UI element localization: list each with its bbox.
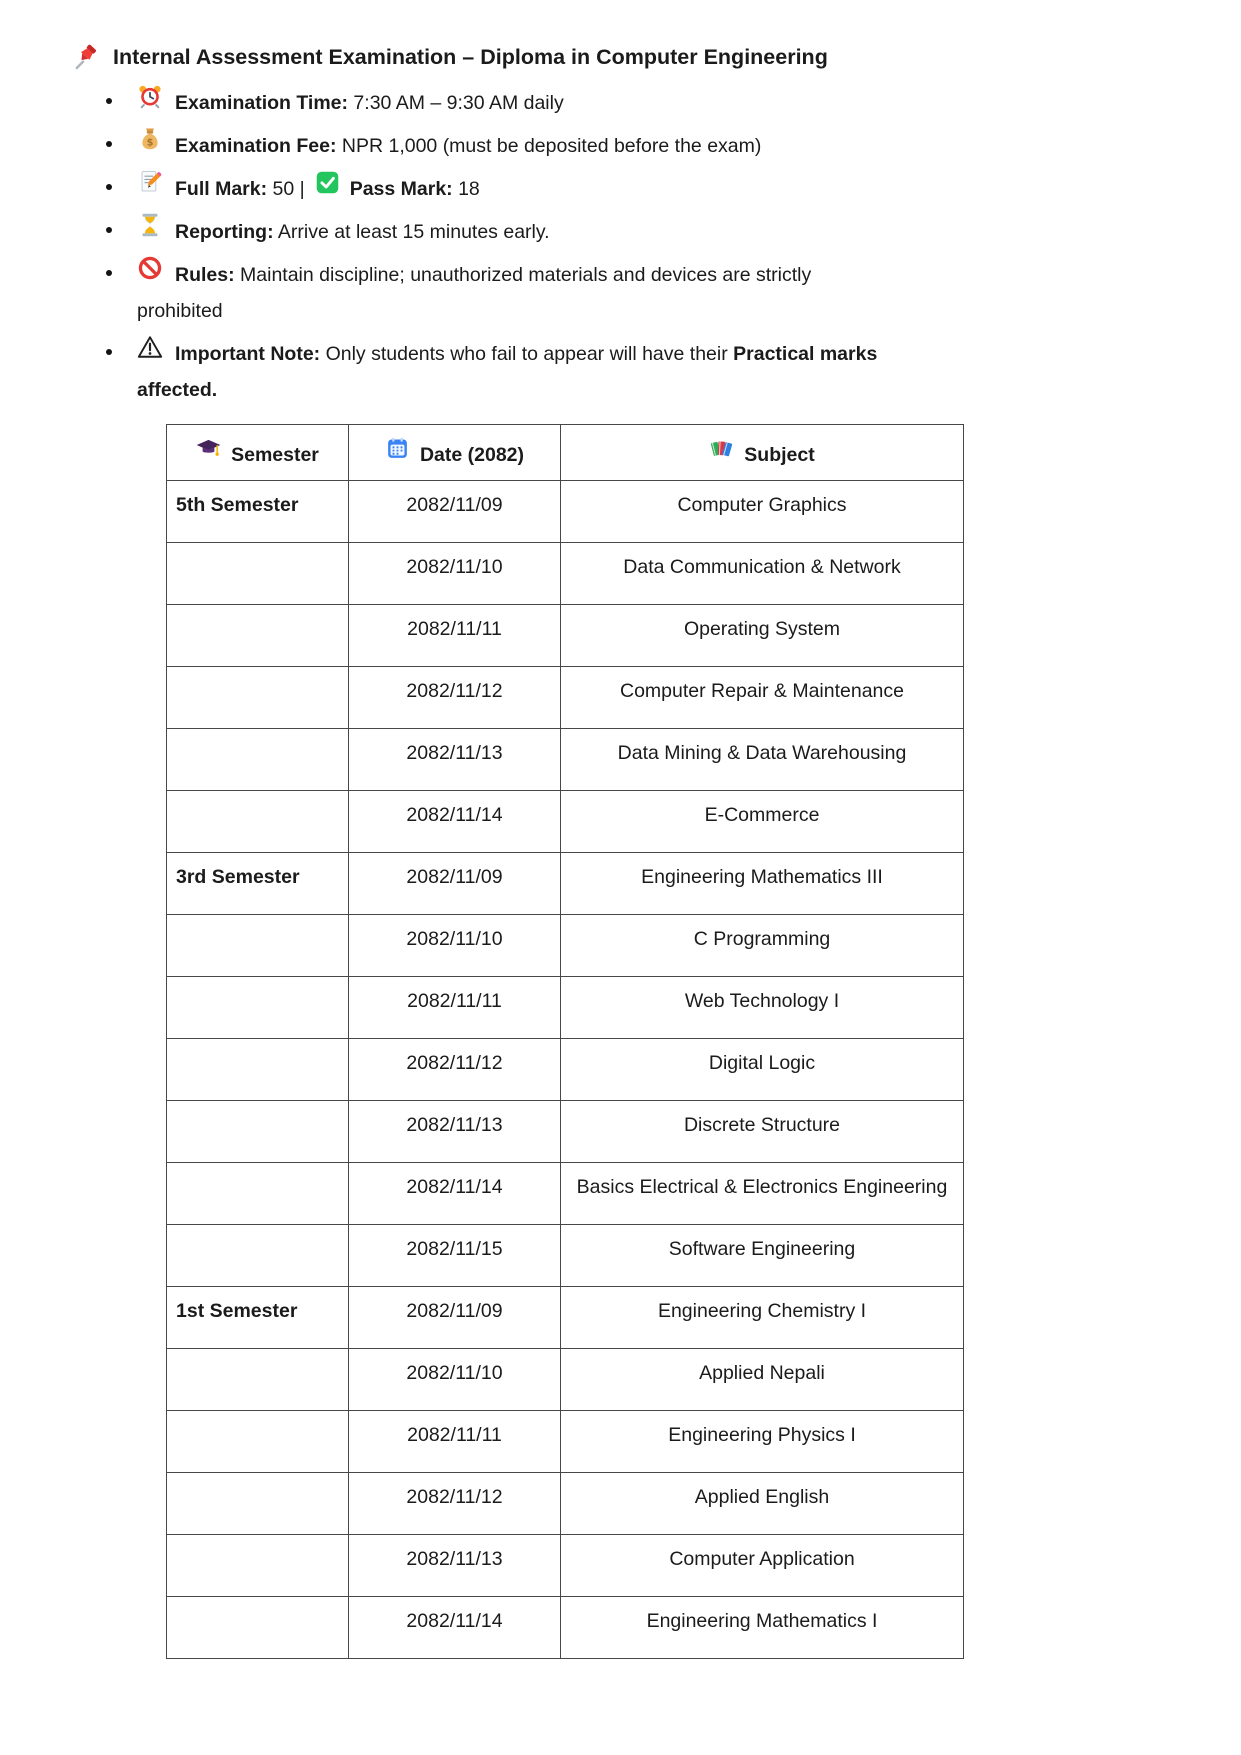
bullet-text-segment: Important Note: (175, 343, 321, 365)
subject-cell: Engineering Physics I (561, 1411, 964, 1473)
subject-cell: Computer Application (561, 1535, 964, 1597)
table-row (167, 977, 964, 1039)
date-cell: 2082/11/11 (349, 1411, 561, 1473)
bullet-list (73, 83, 1181, 408)
semester-cell (167, 1225, 349, 1287)
bullet-text-segment: Full Mark: (175, 178, 268, 200)
semester-cell (167, 667, 349, 729)
date-cell: 2082/11/11 (349, 977, 561, 1039)
bullet-dot (73, 83, 137, 121)
semester-cell: 1st Semester (167, 1287, 349, 1349)
check-icon (305, 170, 350, 195)
semester-cell (167, 605, 349, 667)
column-header-label: Date (2082) (419, 444, 525, 466)
subject-cell: Web Technology I (561, 977, 964, 1039)
semester-cell (167, 915, 349, 977)
date-cell: 2082/11/13 (349, 729, 561, 791)
bullet-dot (73, 334, 137, 408)
calendar-icon (385, 436, 420, 461)
bullet-content (137, 83, 564, 121)
bullet-dot (73, 212, 137, 250)
semester-cell (167, 1597, 349, 1659)
date-cell: 2082/11/09 (349, 481, 561, 543)
subject-cell: C Programming (561, 915, 964, 977)
date-cell: 2082/11/10 (349, 915, 561, 977)
subject-cell: E-Commerce (561, 791, 964, 853)
date-cell: 2082/11/14 (349, 791, 561, 853)
bullet-text-segment: Rules: (175, 264, 235, 286)
semester-cell (167, 1349, 349, 1411)
subject-cell: Data Communication & Network (561, 543, 964, 605)
subject-cell: Digital Logic (561, 1039, 964, 1101)
date-cell: 2082/11/12 (349, 667, 561, 729)
bullet-text-segment: Examination Fee: (175, 135, 337, 157)
table-row (167, 853, 964, 915)
date-cell: 2082/11/09 (349, 853, 561, 915)
svg-text:$: $ (146, 137, 154, 149)
semester-cell (167, 791, 349, 853)
bullet-item (73, 334, 1181, 408)
semester-cell (167, 729, 349, 791)
bullet-item (73, 255, 1181, 329)
table-row (167, 1225, 964, 1287)
semester-cell (167, 1101, 349, 1163)
bullet-content (137, 255, 811, 329)
semester-cell (167, 1411, 349, 1473)
bullet-content (137, 212, 550, 250)
money-bag-icon (137, 126, 175, 152)
column-header-label: Subject (744, 444, 815, 466)
table-row (167, 605, 964, 667)
table-row (167, 1163, 964, 1225)
semester-cell (167, 543, 349, 605)
subject-cell: Applied English (561, 1473, 964, 1535)
table-row (167, 1473, 964, 1535)
table-header-row (167, 425, 964, 481)
bullet-text-segment: Practical marks (733, 343, 878, 365)
alarm-clock-icon (137, 83, 175, 109)
date-cell: 2082/11/14 (349, 1163, 561, 1225)
hourglass-icon (137, 212, 175, 238)
table-row (167, 729, 964, 791)
bullet-item (73, 83, 1181, 121)
table-row (167, 481, 964, 543)
bullet-content (137, 334, 877, 408)
graduation-cap-icon (196, 436, 231, 461)
table-row (167, 1039, 964, 1101)
subject-cell: Computer Repair & Maintenance (561, 667, 964, 729)
column-header-subject (561, 425, 964, 481)
column-header-date-2082- (349, 425, 561, 481)
warning-icon (137, 334, 175, 360)
bullet-text-segment: Reporting: (175, 221, 274, 243)
subject-cell: Applied Nepali (561, 1349, 964, 1411)
document-title (73, 44, 1181, 71)
column-header-semester (167, 425, 349, 481)
semester-cell (167, 1473, 349, 1535)
date-cell: 2082/11/10 (349, 543, 561, 605)
date-cell: 2082/11/12 (349, 1473, 561, 1535)
subject-cell: Data Mining & Data Warehousing (561, 729, 964, 791)
bullet-dot (73, 169, 137, 207)
bullet-text-segment: Only students who fail to appear will have their (320, 343, 734, 365)
date-cell: 2082/11/11 (349, 605, 561, 667)
table-row (167, 1597, 964, 1659)
table-row (167, 1411, 964, 1473)
subject-cell: Engineering Mathematics I (561, 1597, 964, 1659)
semester-cell (167, 1535, 349, 1597)
bullet-dot (73, 126, 137, 164)
bullet-text-segment: Arrive at least 15 minutes early. (273, 221, 550, 243)
table-row (167, 1287, 964, 1349)
subject-cell: Engineering Mathematics III (561, 853, 964, 915)
bullet-text-segment: NPR 1,000 (must be deposited before the exam) (336, 135, 762, 157)
bullet-text-segment: Maintain discipline; unauthorized materials and devices are strictly (234, 264, 812, 286)
bullet-dot (73, 255, 137, 329)
bullet-content (137, 126, 761, 164)
bullet-item (73, 212, 1181, 250)
semester-cell: 3rd Semester (167, 853, 349, 915)
table-row (167, 791, 964, 853)
table-row (167, 1349, 964, 1411)
semester-cell (167, 1163, 349, 1225)
date-cell: 2082/11/13 (349, 1535, 561, 1597)
bullet-content (137, 169, 480, 207)
date-cell: 2082/11/12 (349, 1039, 561, 1101)
exam-schedule-table (166, 424, 964, 1659)
table-row (167, 1535, 964, 1597)
subject-cell: Computer Graphics (561, 481, 964, 543)
date-cell: 2082/11/13 (349, 1101, 561, 1163)
memo-pencil-icon (137, 169, 175, 195)
bullet-text-segment: Pass Mark: (349, 178, 453, 200)
bullet-text-segment: 7:30 AM – 9:30 AM daily (348, 92, 564, 114)
subject-cell: Basics Electrical & Electronics Engineering (561, 1163, 964, 1225)
date-cell: 2082/11/14 (349, 1597, 561, 1659)
table-row (167, 667, 964, 729)
table-row (167, 915, 964, 977)
prohibited-icon (137, 255, 175, 281)
subject-cell: Discrete Structure (561, 1101, 964, 1163)
bullet-text-segment: affected. (137, 379, 218, 401)
bullet-text-segment: 18 (452, 178, 480, 200)
pushpin-icon (73, 44, 100, 71)
date-cell: 2082/11/15 (349, 1225, 561, 1287)
bullet-text-segment: 50 | (267, 178, 305, 200)
title-text: Internal Assessment Examination – Diploma in Computer Engineering (113, 45, 828, 69)
bullet-item (73, 126, 1181, 164)
subject-cell: Software Engineering (561, 1225, 964, 1287)
table-row (167, 543, 964, 605)
bullet-text-segment: Examination Time: (175, 92, 349, 114)
semester-cell (167, 977, 349, 1039)
bullet-item (73, 169, 1181, 207)
column-header-label: Semester (231, 444, 319, 466)
bullet-text-segment: prohibited (137, 300, 223, 322)
semester-cell: 5th Semester (167, 481, 349, 543)
table-row (167, 1101, 964, 1163)
subject-cell: Operating System (561, 605, 964, 667)
subject-cell: Engineering Chemistry I (561, 1287, 964, 1349)
books-icon (709, 436, 744, 461)
date-cell: 2082/11/10 (349, 1349, 561, 1411)
date-cell: 2082/11/09 (349, 1287, 561, 1349)
semester-cell (167, 1039, 349, 1101)
